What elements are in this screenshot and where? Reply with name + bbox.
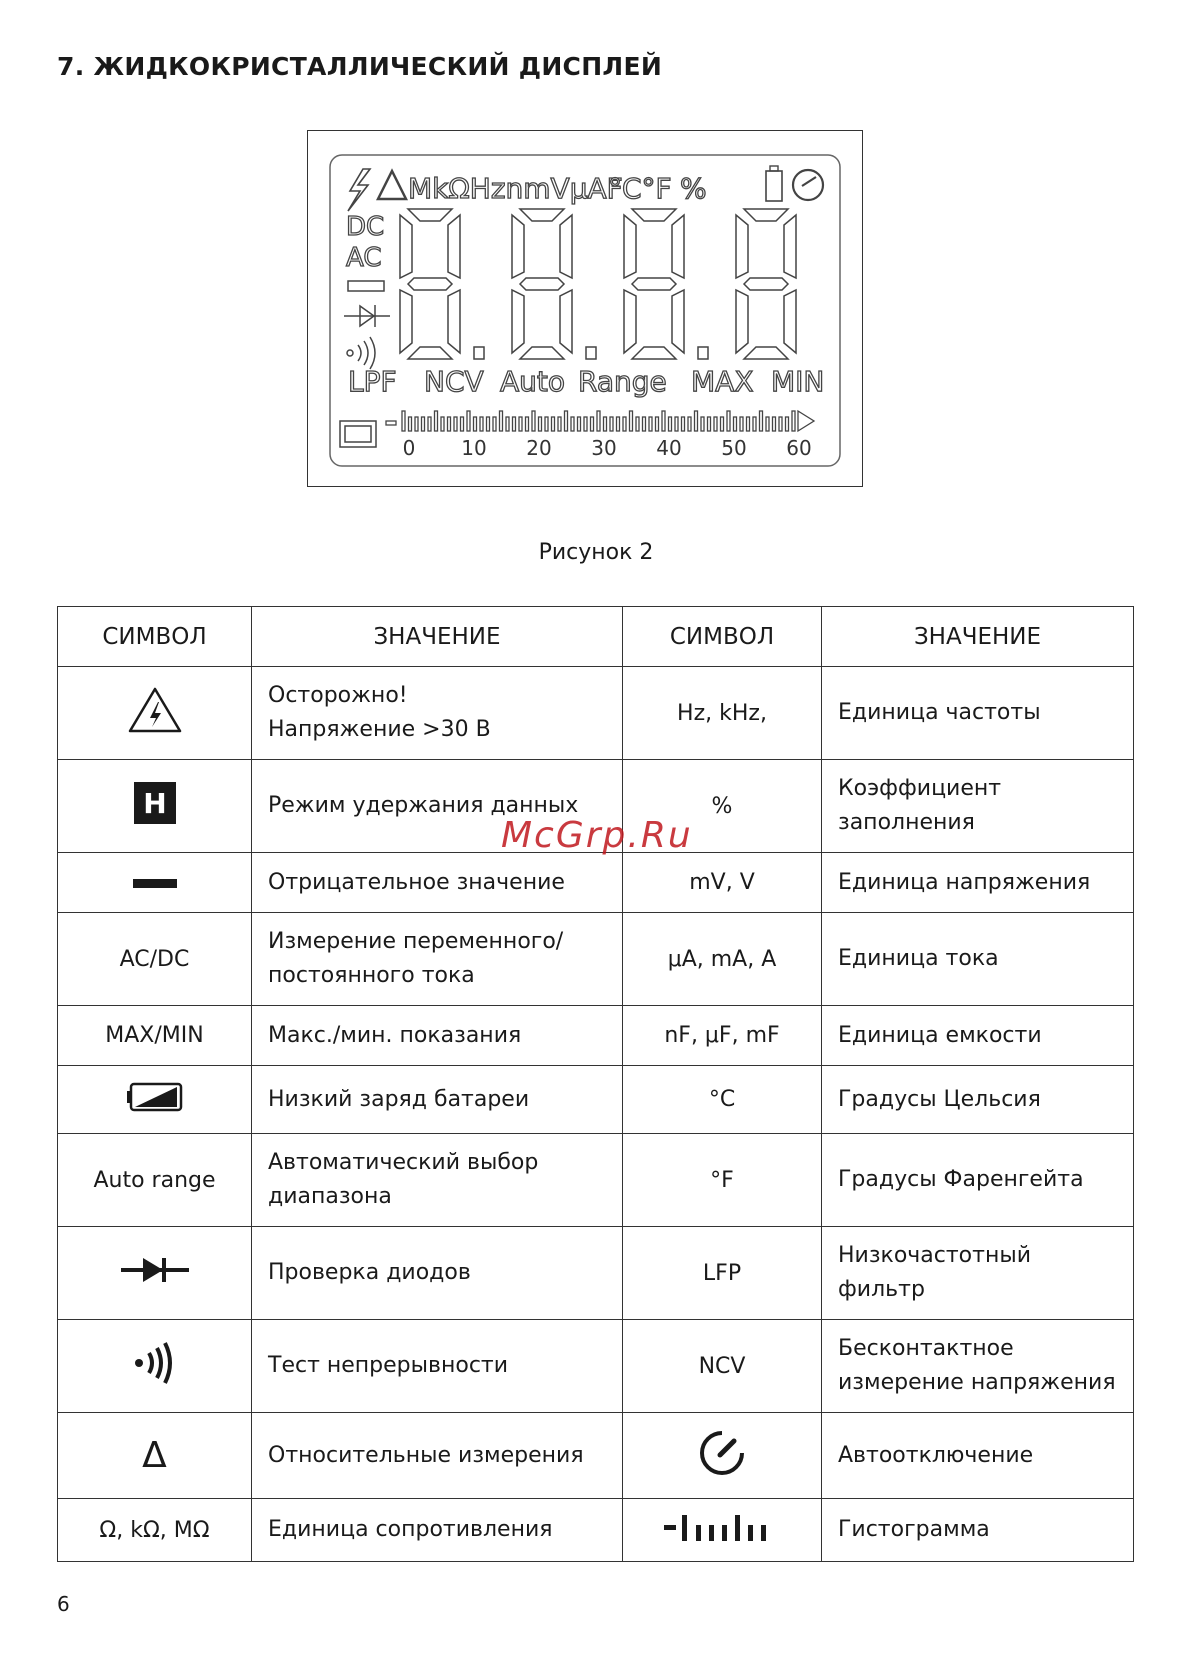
table-row: [58, 1134, 1134, 1227]
bargraph-segment: [721, 417, 724, 431]
bargraph-segment: [727, 411, 730, 431]
bargraph-segment: [571, 417, 574, 431]
bargraph-segment: [604, 417, 607, 431]
symbol-cell-2: [623, 667, 822, 760]
digit-segment: [632, 278, 676, 290]
bargraph-segment: [474, 417, 477, 431]
symbol-cell-2: [623, 1499, 822, 1562]
meaning-line: Тест непрерывности: [268, 1353, 509, 1378]
bargraph-segment: [675, 417, 678, 431]
bargraph-segment: [597, 411, 600, 431]
symbol-text-2: nF, μF, mF: [664, 1023, 780, 1048]
bargraph-segment: [786, 417, 789, 431]
meaning-cell-2: [822, 1499, 1134, 1562]
lcd-percent: %: [680, 172, 707, 205]
meaning-line: Единица сопротивления: [268, 1517, 553, 1542]
bargraph-segment: [441, 417, 444, 431]
digit-segment: [512, 215, 524, 278]
lightning-icon: [348, 169, 370, 211]
bargraph-segment: [708, 417, 711, 431]
bargraph-segment: [669, 417, 672, 431]
battery-low-icon: [127, 1082, 183, 1118]
meaning-line: Макс./мин. показания: [268, 1022, 522, 1048]
bargraph-segment: [519, 417, 522, 431]
digit-segment: [624, 215, 636, 278]
digit-segment: [744, 347, 788, 359]
bargraph-segment: [740, 417, 743, 431]
meaning-line-2: Коэффициент: [838, 776, 1002, 801]
header-meaning-2: ЗНАЧЕНИЕ: [822, 607, 1134, 667]
symbol-cell: [58, 1134, 252, 1227]
figure-caption: Рисунок 2: [538, 540, 654, 565]
meaning-cell-2: [822, 853, 1134, 913]
bargraph-segment: [513, 417, 516, 431]
bargraph-segment: [422, 417, 425, 431]
lcd-drawing: [308, 131, 864, 488]
symbol-cell: [58, 1413, 252, 1499]
table-row: [58, 1413, 1134, 1499]
header-symbol-1: СИМВОЛ: [58, 607, 252, 667]
section-heading: 7. ЖИДКОКРИСТАЛЛИЧЕСКИЙ ДИСПЛЕЙ: [57, 52, 663, 81]
symbol-text: Δ: [142, 1435, 167, 1476]
meaning-cell-2: [822, 1413, 1134, 1499]
lcd-mode-max: MAX: [691, 365, 754, 398]
bargraph-segment: [435, 411, 438, 431]
bargraph-scale-label: 40: [656, 436, 682, 460]
bargraph-segment: [779, 417, 782, 431]
bargraph-segment: [415, 417, 418, 431]
bargraph-segment: [552, 417, 555, 431]
symbol-cell-2: [623, 1134, 822, 1227]
meaning-line-2: измерение напряжения: [838, 1370, 1116, 1395]
bargraph-segment: [623, 417, 626, 431]
bargraph-segment: [461, 417, 464, 431]
digit-segment: [512, 290, 524, 353]
meaning-cell-2: [822, 1066, 1134, 1134]
lcd-bargraph: [386, 411, 814, 431]
table-row: [58, 853, 1134, 913]
digit-segment: [736, 215, 748, 278]
symbol-cell: [58, 1066, 252, 1134]
digit-segment: [784, 290, 796, 353]
digit-segment: [672, 215, 684, 278]
bargraph-segment: [688, 417, 691, 431]
bargraph-segment: [636, 417, 639, 431]
symbol-cell: [58, 1320, 252, 1413]
digit-segment: [408, 278, 452, 290]
bargraph-segment: [532, 411, 535, 431]
meaning-line: Напряжение >30 В: [268, 717, 491, 742]
symbol-cell-2: [623, 1320, 822, 1413]
bargraph-segment: [656, 417, 659, 431]
meaning-line-2: Единица тока: [838, 946, 999, 971]
bargraph-icon: [664, 1513, 780, 1547]
header-symbol-2: СИМВОЛ: [623, 607, 822, 667]
bargraph-segment: [662, 411, 665, 431]
meaning-line-2: Единица емкости: [838, 1022, 1042, 1048]
meaning-line: Проверка диодов: [268, 1260, 471, 1285]
digit-segment: [632, 347, 676, 359]
bargraph-segment: [480, 417, 483, 431]
bargraph-segment: [701, 417, 704, 431]
symbol-cell-2: [623, 1413, 822, 1499]
bargraph-segment: [643, 417, 646, 431]
digit-segment: [520, 278, 564, 290]
digit-segment: [400, 290, 412, 353]
bargraph-segment: [428, 417, 431, 431]
bargraph-segment: [682, 417, 685, 431]
meaning-line-2: Единица частоты: [838, 700, 1041, 725]
table-row: [58, 1006, 1134, 1066]
bargraph-scale-label: 10: [461, 436, 487, 460]
bargraph-segment: [734, 417, 737, 431]
decimal-point: [586, 347, 596, 359]
meaning-line: Отрицательное значение: [268, 869, 565, 895]
meaning-line-2: заполнения: [838, 810, 975, 835]
lcd-hold-icon: [340, 421, 376, 447]
bargraph-scale-label: 20: [526, 436, 552, 460]
symbol-text-2: °C: [708, 1087, 736, 1112]
diode-icon: [121, 1255, 189, 1291]
symbol-text: Auto range: [93, 1167, 216, 1193]
bargraph-segment: [402, 411, 405, 431]
meaning-line: Измерение переменного/: [268, 929, 564, 954]
symbol-text: MAX/MIN: [105, 1023, 204, 1048]
decimal-point: [698, 347, 708, 359]
lcd-minus: [348, 281, 384, 291]
meaning-cell-2: [822, 1006, 1134, 1066]
bargraph-segment: [617, 417, 620, 431]
table-header-row: [58, 607, 1134, 667]
digit-segment: [408, 209, 452, 221]
meaning-line: Автоматический выбор: [268, 1150, 539, 1175]
digit-segment: [744, 209, 788, 221]
symbol-text-2: LFP: [702, 1260, 742, 1286]
lcd-mode-ncv: NCV: [424, 365, 484, 398]
header-meaning-1: ЗНАЧЕНИЕ: [252, 607, 623, 667]
meaning-cell: [252, 1006, 623, 1066]
bargraph-scale-label: 30: [591, 436, 617, 460]
meaning-line: Осторожно!: [268, 683, 408, 708]
lcd-mode-auto: Auto: [500, 365, 566, 398]
table-row: [58, 667, 1134, 760]
digit-segment: [744, 278, 788, 290]
bargraph-segment: [467, 411, 470, 431]
meaning-line-2: Низкочастотный: [838, 1243, 1032, 1268]
lcd-temp: °C°F: [608, 172, 672, 205]
table-row: [58, 1066, 1134, 1134]
symbol-text-2: Hz, kHz,: [677, 700, 767, 726]
lcd-mode-lpf: LPF: [348, 365, 397, 398]
bargraph-segment: [714, 417, 717, 431]
bargraph-segment: [773, 417, 776, 431]
symbol-text-2: °F: [710, 1167, 734, 1193]
bargraph-segment: [539, 417, 542, 431]
lcd-display-figure: [307, 130, 863, 487]
meaning-cell-2: [822, 1134, 1134, 1227]
bargraph-segment: [500, 411, 503, 431]
digit-segment: [672, 290, 684, 353]
symbol-cell-2: [623, 853, 822, 913]
meaning-cell: [252, 1320, 623, 1413]
bargraph-segment: [584, 417, 587, 431]
lcd-digits: [400, 209, 796, 359]
bargraph-segment: [591, 417, 594, 431]
symbol-cell: [58, 1227, 252, 1320]
meaning-cell: [252, 1499, 623, 1562]
bargraph-segment: [565, 411, 568, 431]
meaning-line: диапазона: [268, 1184, 392, 1209]
bargraph-scale-label: 50: [721, 436, 747, 460]
bargraph-segment: [506, 417, 509, 431]
decimal-point: [474, 347, 484, 359]
bargraph-segment: [766, 417, 769, 431]
meaning-line-2: Градусы Фаренгейта: [838, 1167, 1084, 1192]
symbol-cell: [58, 913, 252, 1006]
meaning-cell: [252, 1066, 623, 1134]
meaning-cell-2: [822, 913, 1134, 1006]
delta-icon: [378, 171, 406, 199]
bargraph-segment: [792, 411, 795, 431]
bargraph-segment: [526, 417, 529, 431]
symbol-text: AC/DC: [119, 946, 190, 972]
meaning-line: Режим удержания данных: [268, 793, 579, 818]
meaning-line-2: Бесконтактное: [838, 1336, 1014, 1361]
meaning-line: постоянного тока: [268, 963, 475, 988]
symbol-cell-2: [623, 913, 822, 1006]
symbol-table: [57, 606, 1134, 1562]
symbol-cell-2: [623, 1066, 822, 1134]
symbol-cell-2: [623, 1227, 822, 1320]
digit-segment: [448, 215, 460, 278]
symbol-text-2: mV, V: [689, 870, 755, 895]
digit-segment: [632, 209, 676, 221]
meaning-cell: [252, 667, 623, 760]
digit-segment: [400, 215, 412, 278]
high-voltage-warning-icon: [127, 686, 183, 740]
meaning-line-2: Гистограмма: [838, 1517, 990, 1542]
symbol-cell: [58, 853, 252, 913]
bargraph-scale-label: 60: [786, 436, 812, 460]
symbol-cell: [58, 1006, 252, 1066]
hold-icon: [134, 782, 176, 830]
lcd-units: MkΩHznmVμAF: [408, 172, 623, 205]
table-row: [58, 1227, 1134, 1320]
meaning-cell: [252, 1227, 623, 1320]
meaning-line-2: фильтр: [838, 1277, 925, 1302]
digit-segment: [520, 209, 564, 221]
symbol-cell-2: [623, 1006, 822, 1066]
bargraph-segment: [753, 417, 756, 431]
meaning-cell-2: [822, 1320, 1134, 1413]
meaning-cell-2: [822, 1227, 1134, 1320]
lcd-diode-icon: [344, 305, 390, 327]
bargraph-minus: [386, 421, 396, 425]
symbol-text-2: %: [711, 793, 733, 819]
bargraph-segment: [760, 411, 763, 431]
meaning-line: Низкий заряд батареи: [268, 1086, 530, 1112]
meaning-cell-2: [822, 667, 1134, 760]
lcd-auto-off-icon: [793, 170, 823, 200]
digit-segment: [448, 290, 460, 353]
lcd-mode-range: Range: [578, 365, 667, 398]
symbol-text-2: μA, mA, A: [667, 946, 777, 972]
continuity-icon: [133, 1341, 177, 1391]
symbol-cell: [58, 760, 252, 853]
digit-segment: [736, 290, 748, 353]
bargraph-segment: [578, 417, 581, 431]
auto-power-off-icon: [698, 1429, 746, 1483]
bargraph-arrow: [798, 411, 814, 431]
digit-segment: [624, 290, 636, 353]
lcd-bargraph-scale: [403, 436, 812, 460]
bargraph-segment: [610, 417, 613, 431]
meaning-line: Относительные измерения: [268, 1442, 584, 1468]
bargraph-segment: [649, 417, 652, 431]
meaning-cell: [252, 1413, 623, 1499]
digit-segment: [784, 215, 796, 278]
svg-text:H: H: [142, 787, 167, 820]
digit-segment: [408, 347, 452, 359]
bargraph-scale-label: 0: [402, 436, 416, 460]
page-number: 6: [57, 1592, 70, 1616]
table-row: [58, 1499, 1134, 1562]
watermark: McGrp.Ru: [501, 815, 693, 856]
meaning-cell: [252, 1134, 623, 1227]
bargraph-segment: [454, 417, 457, 431]
table-row: [58, 1320, 1134, 1413]
lcd-dc: DC: [346, 212, 385, 242]
bargraph-segment: [448, 417, 451, 431]
bargraph-segment: [630, 411, 633, 431]
symbol-cell: [58, 667, 252, 760]
lcd-ac: AC: [346, 243, 382, 273]
bargraph-segment: [493, 417, 496, 431]
bargraph-segment: [747, 417, 750, 431]
lcd-battery-icon: [766, 166, 782, 201]
table-row: [58, 913, 1134, 1006]
symbol-text: Ω, kΩ, MΩ: [99, 1517, 210, 1543]
meaning-line-2: Автоотключение: [838, 1442, 1034, 1468]
bargraph-segment: [409, 417, 412, 431]
meaning-cell: [252, 913, 623, 1006]
digit-segment: [520, 347, 564, 359]
meaning-cell: [252, 853, 623, 913]
symbol-cell: [58, 1499, 252, 1562]
meaning-line-2: Единица напряжения: [838, 869, 1091, 895]
bargraph-segment: [545, 417, 548, 431]
symbol-text-2: NCV: [698, 1353, 746, 1379]
minus-icon: [133, 870, 177, 895]
digit-segment: [560, 290, 572, 353]
lcd-mode-min: MIN: [771, 365, 825, 398]
digit-segment: [560, 215, 572, 278]
bargraph-segment: [558, 417, 561, 431]
bargraph-segment: [695, 411, 698, 431]
bargraph-segment: [487, 417, 490, 431]
meaning-cell-2: [822, 760, 1134, 853]
meaning-line-2: Градусы Цельсия: [838, 1086, 1041, 1112]
